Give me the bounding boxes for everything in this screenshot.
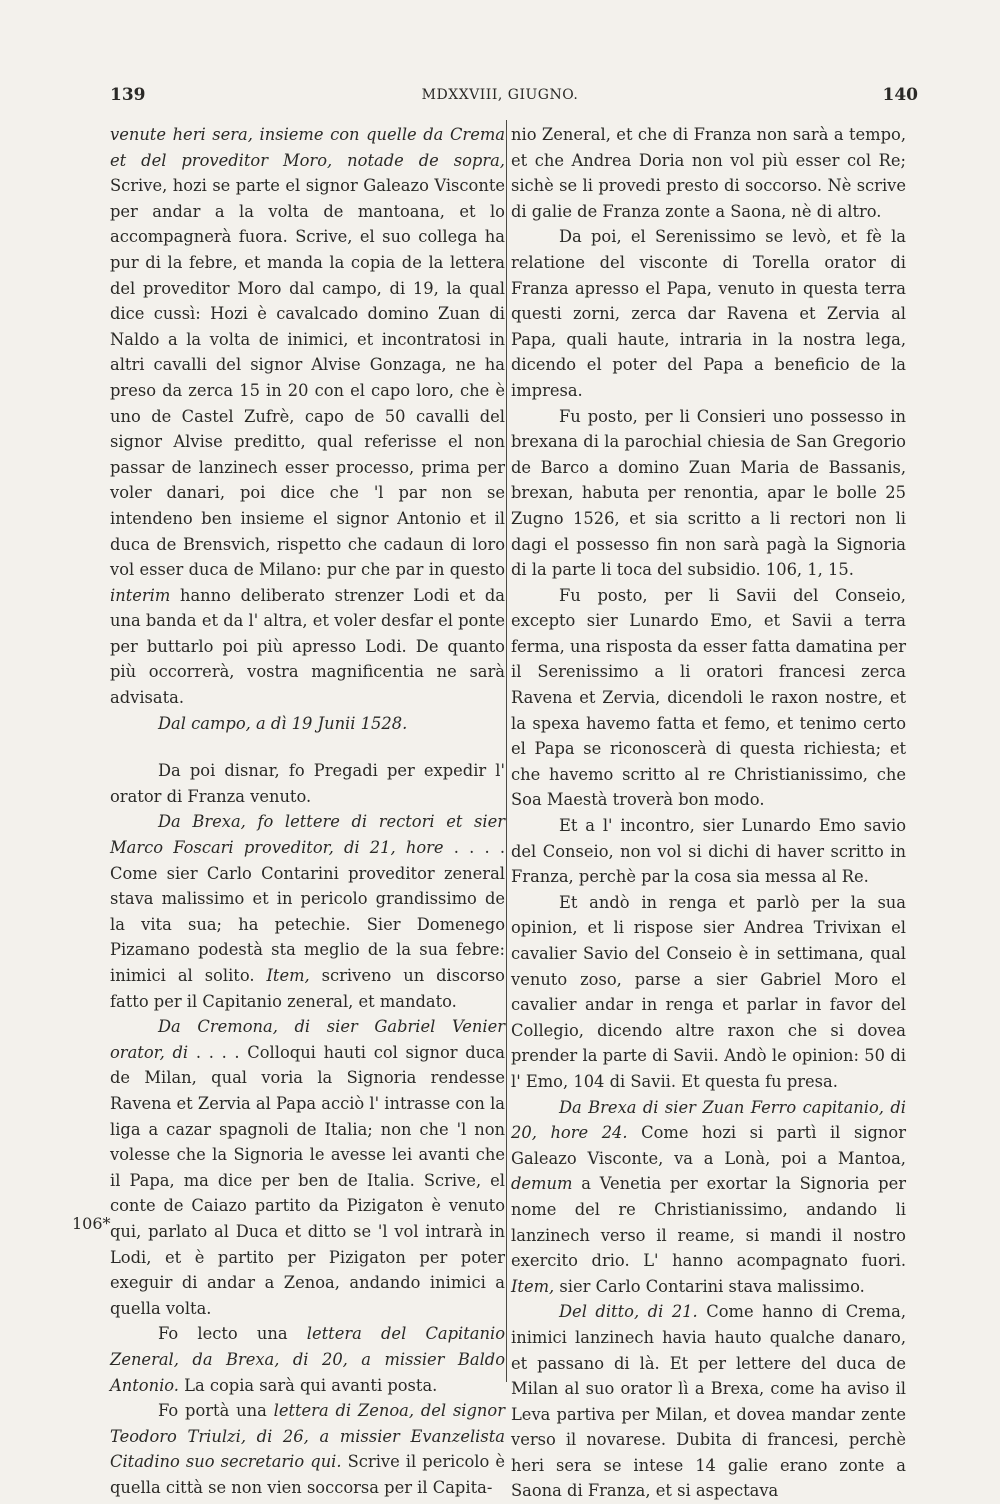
paragraph: Da Brexa, fo lettere di rectori et sier Marco Foscari proveditor, di 21, hore . . . . Come sier Carlo Contarini proveditor zeneral stava malissimo et in pericolo grandissimo de la vita sua; ha petechie. Sier Domenego Pizamano podestà sta meglio de la sua febre: inimici al solito. Item, scriveno un discorso fatto per il Capitanio zeneral, et mandato. [110,812,505,1011]
paragraph: Da poi disnar, fo Pregadi per expedir l' orator di Franza venuto. [110,761,505,806]
column-divider [506,120,507,1382]
paragraph: Fo lecto una lettera del Capitanio Zeneral, da Brexa, di 20, a missier Baldo Antonio. La copia sarà qui avanti posta. [110,1324,505,1395]
left-page-number: 139 [110,85,146,105]
paragraph: Fu posto, per li Savii del Conseio, excepto sier Lunardo Emo, et Savii a terra ferma, una risposta da esser fatta damatina per il Serenissimo a li oratori francesi zerca Ravena et Zervia, dicendoli le raxon nostre, et la spexa havemo fatta et femo, et tenimo certo el Papa se riconoscerà di questa richiesta; et che havemo scritto al re Christianissimo, che Soa Maestà troverà bon modo. [511,585,906,810]
paragraph: Et andò in renga et parlò per la sua opinion, et li rispose sier Andrea Trivixan el cavalier Savio del Conseio è in settimana, qual venuto zoso, parse a sier Gabriel Moro el cavalier andar in renga et parlar in favor del Collegio, dicendo altre raxon che si dovea prender la parte di Savii. Andò le opinion: 50 di l' Emo, 104 di Savii. Et questa fu presa. [511,892,906,1091]
left-column [110,122,505,1500]
margin-note: 106* [72,1214,111,1233]
right-column [511,122,906,1504]
paragraph: venute heri sera, insieme con quelle da Crema et del proveditor Moro, notade de sopra, Scrive, hozi se parte el signor Galeazo Visconte per andar a la volta de mantoana, et lo accompagnerà fuora. Scrive, el suo collega ha pur di la febre, et manda la copia de la lettera del proveditor Moro dal campo, di 19, la qual dice cussì: Hozi è cavalcado domino Zuan di Naldo a la volta de inimici, et incontratosi in altri cavalli del signor Alvise Gonzaga, ne ha preso da zerca 15 in 20 con el capo loro, che è uno de Castel Zufrè, capo de 50 cavalli del signor Alvise preditto, qual referisse el non passar de lanzinech esser processo, prima per voler danari, poi dice che 'l par non se intendeno ben insieme el signor Antonio et il duca de Brensvich, rispetto che cadaun di loro vol esser duca de Milano: pur che par in questo interim hanno deliberato strenzer Lodi et da una banda et da l' altra, et voler desfar el ponte per buttarlo poi più apresso Lodi. De quanto più occorrerà, vostra magnificentia ne sarà advisata. [110,125,505,708]
paragraph: nio Zeneral, et che di Franza non sarà a tempo, et che Andrea Doria non vol più esser col Re; sichè se li provedi presto di soccorso. Nè scrive di galie de Franza zonte a Saona, nè di altro. [511,125,906,221]
paragraph: Da Cremona, di sier Gabriel Venier orator, di . . . . Colloqui hauti col signor duca de Milan, qual voria la Signoria rendesse Ravena et Zervia al Papa acciò l' intrasse con la liga a cazar spagnoli de Italia; non che 'l non volesse che la Signoria le avesse lei avanti che il Papa, ma dice per ben de Italia. Scrive, el conte de Caiazo partito da Pizigaton è venuto qui, parlato al Duca et ditto se 'l vol intrarà in Lodi, et è partito per Pizigaton per poter exeguir di andar a Zenoa, andando inimici a quella volta. [110,1017,505,1318]
paragraph: Fo portà una lettera di Zenoa, del signor Teodoro Triulzi, di 26, a missier Evanzelista Citadino suo secretario qui. Scrive il pericolo è quella città se non vien soccorsa per il Capita- [110,1401,506,1497]
right-page-number: 140 [882,85,918,105]
paragraph: Et a l' incontro, sier Lunardo Emo savio del Conseio, non vol si dichi di haver scritto in Franza, perchè par la cosa sia messa al Re. [511,816,906,887]
running-title: MDXXVIII, GIUGNO. [421,87,579,103]
paragraph: Da Brexa di sier Zuan Ferro capitanio, di 20, hore 24. Come hozi si partì il signor Galeazo Visconte, va a Lonà, poi a Mantoa, demum a Venetia per exortar la Signoria per nome del re Christianissimo, andando li lanzinech verso il reame, si mandi il nostro exercito drio. L' hanno acompagnato fuori. Item, sier Carlo Contarini stava malissimo. [511,1097,906,1296]
paragraph: Fu posto, per li Consieri uno possesso in brexana di la parochial chiesia de San Gregorio de Barco a domino Zuan Maria de Bassanis, brexan, habuta per renontia, apar le bolle 25 Zugno 1526, et sia scritto a li rectori non li dagi el possesso fin non sarà pagà la Signoria di la parte li toca del subsidio. 106, 1, 15. [511,406,906,580]
paragraph: Da poi, el Serenissimo se levò, et fè la relatione del visconte di Torella orator di Franza apresso el Papa, venuto in questa terra questi zorni, zerca dar Ravena et Zervia al Papa, quali haute, intraria in la nostra lega, dicendo el poter del Papa a beneficio de la impresa. [511,227,906,400]
letter-dateline: Dal campo, a dì 19 Junii 1528. [158,713,408,733]
paragraph: Del ditto, di 21. Come hanno di Crema, inimici lanzinech havia hauto qualche danaro, et passano di là. Et per lettere del duca de Milan al suo orator lì a Brexa, come ha aviso il Leva partiva per Milan, et dovea mandar zente verso il novarese. Dubita di francesi, perchè heri sera se intese 14 galie erano zonte a Saona di Franza, et si aspectava [511,1302,907,1501]
